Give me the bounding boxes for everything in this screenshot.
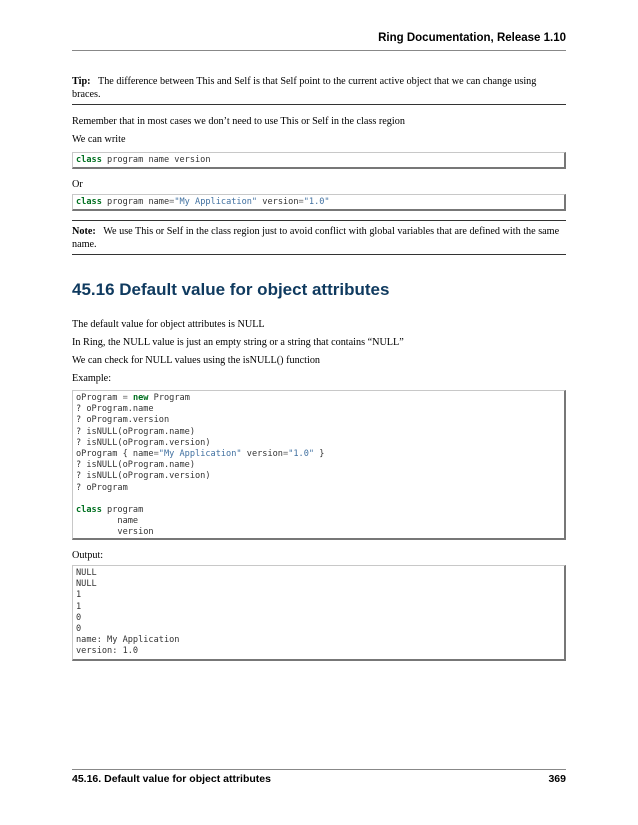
document-page bbox=[72, 0, 566, 825]
output-label: Output: bbox=[72, 550, 104, 561]
code-text: program bbox=[101, 505, 144, 516]
output-line: NULL bbox=[76, 579, 97, 590]
running-header: Ring Documentation, Release 1.10 bbox=[378, 32, 566, 44]
code-text: version bbox=[241, 449, 283, 460]
code-string: "1.0" bbox=[288, 449, 315, 460]
output-line: NULL bbox=[76, 568, 97, 578]
note-bottom-rule bbox=[72, 254, 566, 255]
header-rule bbox=[72, 50, 566, 51]
code-text: oProgram { name bbox=[76, 449, 154, 460]
code-line: ? oProgram.name bbox=[76, 404, 154, 415]
code-text: version bbox=[257, 197, 299, 207]
paragraph-we-can-write: We can write bbox=[72, 134, 126, 145]
code-line: ? oProgram bbox=[76, 482, 128, 493]
code-string: "1.0" bbox=[303, 197, 330, 207]
paragraph-remember: Remember that in most cases we don’t need to use This or Self in the class region bbox=[72, 116, 405, 127]
note-text: We use This or Self in the class region just to avoid conflict with global variables that are defined with the same name. bbox=[72, 226, 560, 250]
example-code-block bbox=[72, 390, 566, 540]
output-line: name: My Application bbox=[76, 635, 180, 646]
note-label: Note: bbox=[72, 226, 96, 237]
code-string: "My Application" bbox=[174, 197, 258, 207]
output-line: 1 bbox=[76, 601, 82, 612]
output-code-block bbox=[72, 565, 566, 661]
code-text: } bbox=[314, 449, 325, 460]
code-line: ? isNULL(oProgram.name) bbox=[76, 460, 195, 471]
code-line: ? isNULL(oProgram.version) bbox=[76, 437, 211, 448]
tip-label: Tip: bbox=[72, 76, 91, 87]
footer-section-title: 45.16. Default value for object attributes bbox=[72, 773, 271, 785]
running-footer bbox=[72, 773, 566, 785]
code-operator: = bbox=[283, 449, 289, 460]
code-block-2 bbox=[72, 194, 566, 211]
code-keyword: class bbox=[76, 197, 102, 207]
output-line: 1 bbox=[76, 590, 82, 601]
tip-admonition bbox=[72, 75, 566, 101]
code-text: program name bbox=[101, 197, 170, 207]
tip-rule bbox=[72, 104, 566, 105]
code-keyword: class bbox=[76, 155, 102, 165]
code-line: name bbox=[76, 516, 139, 527]
paragraph-null-value: In Ring, the NULL value is just an empty string or a string that contains “NULL” bbox=[72, 337, 404, 348]
code-line: version bbox=[76, 527, 154, 538]
code-keyword: class bbox=[76, 505, 102, 516]
code-string: "My Application" bbox=[158, 449, 242, 460]
code-text: program name version bbox=[101, 155, 211, 165]
code-operator: = bbox=[122, 393, 128, 403]
code-line: ? oProgram.version bbox=[76, 415, 170, 426]
code-line: ? isNULL(oProgram.version) bbox=[76, 471, 211, 482]
code-operator: = bbox=[169, 197, 175, 207]
note-top-rule bbox=[72, 220, 566, 221]
output-line: 0 bbox=[76, 624, 82, 635]
paragraph-isnull: We can check for NULL values using the isNULL() function bbox=[72, 355, 321, 366]
code-keyword: new bbox=[132, 393, 149, 403]
code-text: Program bbox=[148, 393, 190, 403]
paragraph-or: Or bbox=[72, 179, 83, 190]
code-block-1 bbox=[72, 152, 566, 169]
note-admonition bbox=[72, 225, 566, 251]
output-line: version: 1.0 bbox=[76, 646, 139, 657]
output-line: 0 bbox=[76, 612, 82, 623]
footer-rule bbox=[72, 769, 566, 770]
tip-text: The difference between This and Self is that Self point to the current active object that we can change using braces. bbox=[72, 76, 537, 100]
paragraph-default-value: The default value for object attributes is NULL bbox=[72, 319, 265, 330]
code-operator: = bbox=[153, 449, 159, 460]
code-operator: = bbox=[298, 197, 304, 207]
code-text: oProgram bbox=[76, 393, 123, 403]
example-label: Example: bbox=[72, 373, 112, 384]
code-line: ? isNULL(oProgram.name) bbox=[76, 426, 195, 437]
section-heading: 45.16 Default value for object attributes bbox=[72, 280, 390, 299]
page-number: 369 bbox=[548, 773, 566, 785]
